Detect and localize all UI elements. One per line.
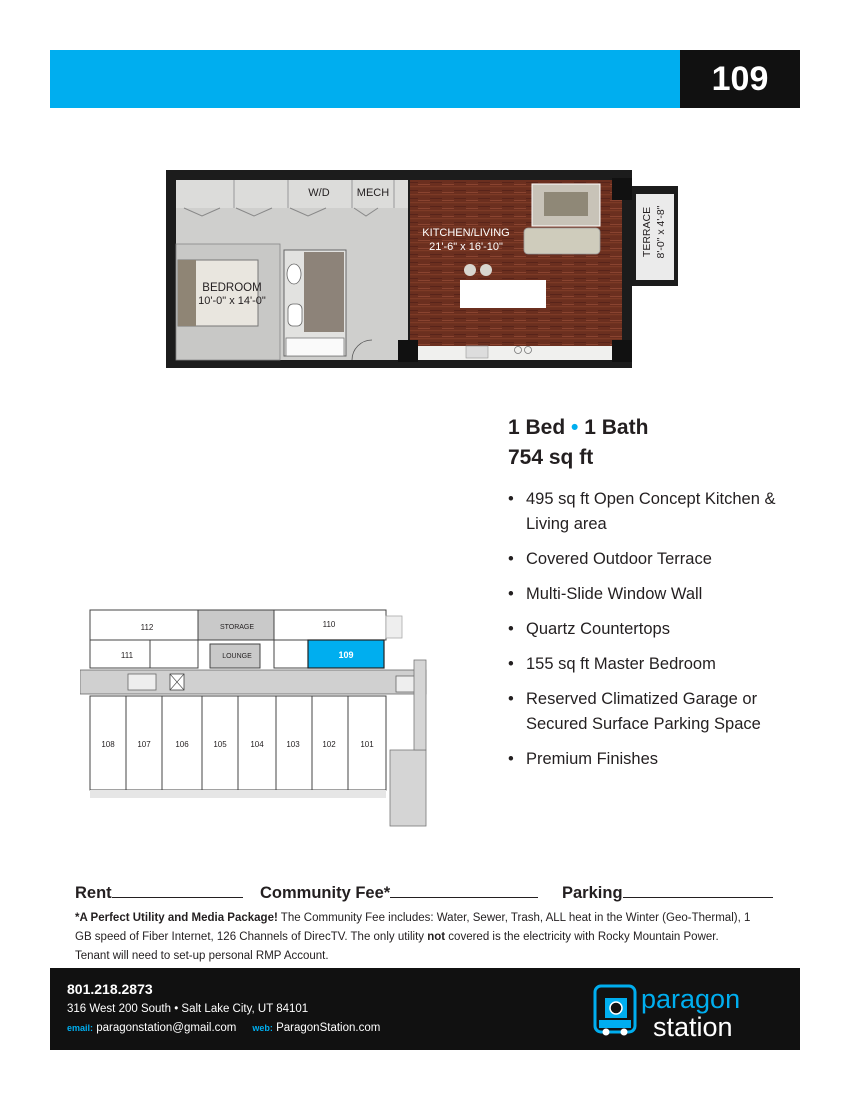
unit-102-label: 102 [322,740,336,749]
parking-blank-line [623,880,773,898]
community-fee-field [260,880,538,903]
community-fee-note [75,909,755,966]
note-body-2: covered is the electricity with Rocky Mountain Power. Tenant will need to set-up personal RMP Account. [75,931,719,962]
label-bedroom-dims: 10'-0" x 14'-0" [198,295,266,307]
baths: 1 Bath [584,416,649,439]
separator-dot: • [571,416,579,439]
label-wd: W/D [308,187,330,199]
bottom-units [90,696,386,790]
floor-plan [166,170,682,370]
contact-line [67,1022,380,1034]
email-link[interactable]: paragonstation@gmail.com [96,1022,237,1034]
unit-101-label: 101 [360,740,374,749]
site-plan [80,600,440,828]
unit-105-label: 105 [213,740,227,749]
unit-110-label: 110 [322,620,336,629]
sofa [524,228,600,254]
unit-108-label: 108 [101,740,115,749]
web-link[interactable]: ParagonStation.com [276,1022,381,1034]
label-terrace-dims: 8'-0" x 4'-8" [655,205,667,259]
unit-106-label: 106 [175,740,189,749]
right-wing [390,750,426,826]
paragon-station-logo [593,978,773,1042]
lounge-label: LOUNGE [222,653,252,660]
unit-104-label: 104 [250,740,264,749]
community-fee-blank-line [390,880,538,898]
logo-text-paragon: paragon [641,984,741,1014]
address: 316 West 200 South • Salt Lake City, UT 84101 [67,1003,309,1015]
header-bar [50,50,680,108]
unit-103-label: 103 [286,740,300,749]
unit-112-label: 112 [140,623,154,632]
feature-item: • 155 sq ft Master Bedroom [508,652,798,677]
parking-field [562,880,773,903]
unit-summary [508,413,648,473]
unit-109-label: 109 [338,650,354,660]
unit-111-label: 111 [120,651,134,660]
train-icon [595,986,635,1036]
label-terrace: TERRACE [641,206,653,258]
rent-blank-line [112,880,243,898]
unit-number: 109 [680,50,800,108]
footer [50,968,800,1050]
bed-bath-line [508,413,648,443]
label-mech: MECH [356,187,390,199]
community-fee-label: Community Fee* [260,884,391,902]
feature-item: • Premium Finishes [508,747,798,772]
feature-list [508,487,798,782]
feature-item: • Reserved Climatized Garage or Secured Surface Parking Space [508,687,798,737]
kitchen-island [460,280,546,308]
parking-label: Parking [562,884,623,902]
stool [464,264,476,276]
rent-label: Rent [75,884,112,902]
pricing-fields [75,880,775,904]
feature-item: • 495 sq ft Open Concept Kitchen & Living area [508,487,798,537]
logo-text-station: station [653,1012,733,1042]
stool [480,264,492,276]
storage-label: STORAGE [219,624,255,631]
note-body-1: The Community Fee includes: Water, Sewer, Trash, ALL heat in the Winter (Geo-Thermal), 1 GB speed of Fiber Internet, 126 Channels of DirecTV. The only utility [75,912,751,943]
unit-107-label: 107 [137,740,151,749]
label-kitchen-living: KITCHEN/LIVING [422,227,510,239]
phone-number[interactable]: 801.218.2873 [67,981,153,997]
label-kitchen-living-dims: 21'-6" x 16'-10" [429,241,503,253]
square-footage: 754 sq ft [508,446,594,469]
label-bedroom: BEDROOM [202,282,262,294]
feature-item: • Multi-Slide Window Wall [508,582,798,607]
email-label: email: [67,1023,94,1033]
feature-item: • Covered Outdoor Terrace [508,547,798,572]
feature-item: • Quartz Countertops [508,617,798,642]
note-lead: *A Perfect Utility and Media Package! [75,912,278,924]
web-label: web: [252,1023,273,1033]
note-emphasis: not [427,931,446,943]
rent-field [75,880,243,903]
beds: 1 Bed [508,416,566,439]
